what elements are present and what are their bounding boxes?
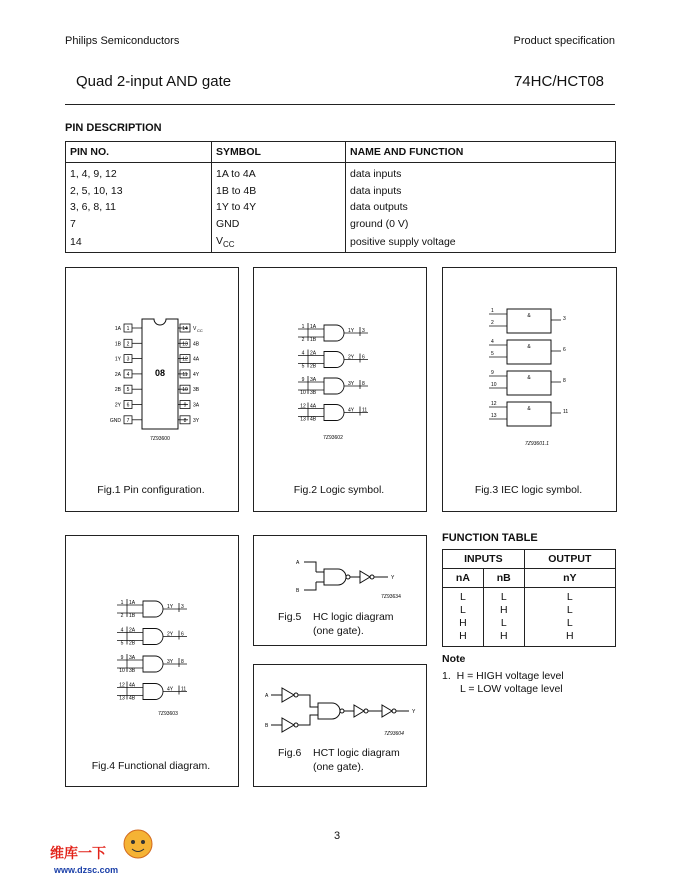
pin-number: 3 [563, 316, 566, 322]
pin-number: 14 [182, 326, 188, 332]
output-label: 1Y [167, 604, 174, 610]
input-label: 4A [129, 682, 136, 689]
fig2-code: 7Z93602 [323, 435, 343, 441]
pin-number: 6 [126, 402, 130, 409]
pin-number: 5 [120, 640, 124, 647]
fig6-wires [298, 695, 318, 725]
input-label: 2A [310, 350, 317, 357]
cell: L [566, 617, 573, 629]
fig4-box [65, 535, 239, 787]
cell: H [499, 630, 508, 642]
fig6-caption-line1: HCT logic diagram [313, 747, 400, 759]
output-label: 3Y [348, 381, 355, 387]
and-gate [324, 352, 344, 368]
pin-number: 12 [182, 356, 188, 363]
pin-number: 13 [182, 341, 188, 348]
fig6-code: 7Z93604 [384, 731, 404, 737]
fig5-nand-gate [316, 569, 346, 585]
pin-label: GND [109, 417, 121, 424]
pin-number: 4 [301, 350, 305, 357]
pin-number: 6 [362, 354, 365, 361]
pin-number: 11 [181, 686, 187, 693]
col-header-nb: nB [483, 569, 524, 588]
input-label: 2B [129, 640, 136, 647]
pin-number: 1 [120, 600, 124, 606]
pin-number: 2 [491, 320, 494, 326]
fig3-box [442, 267, 617, 512]
input-label: 1B [310, 337, 317, 343]
input-label: 3A [310, 377, 317, 383]
cell: H [459, 617, 467, 629]
watermark-url: www.dzsc.com [54, 865, 119, 875]
iec-amp-label: & [527, 344, 531, 350]
pin-number: 1 [126, 326, 130, 332]
pin-label: 2B [114, 387, 121, 394]
mascot-eye-icon [131, 840, 135, 844]
pin-number: 4 [126, 371, 130, 378]
doc-title: Quad 2-input AND gate [76, 73, 232, 90]
cell: L [500, 591, 507, 603]
pin-label: 1Y [114, 356, 121, 363]
output-label: 4Y [348, 407, 355, 414]
cell: L [566, 591, 573, 603]
function-table-column-row [443, 569, 616, 588]
iec-amp-label: & [527, 375, 531, 381]
pin-label: V [193, 326, 197, 332]
pin-number: 3 [181, 604, 184, 610]
input-label: 1A [310, 324, 317, 330]
note-body [442, 670, 564, 696]
fig6-nor-gate [318, 703, 340, 719]
fig6-number: Fig.6 [278, 747, 302, 759]
input-label: 4B [310, 416, 317, 423]
pin-number: 2 [126, 341, 130, 348]
pin-cell: 14 [66, 232, 212, 252]
fig5-number: Fig.5 [278, 611, 302, 623]
pin-number: 12 [119, 682, 125, 689]
pin-number: 4 [491, 339, 494, 345]
pin-number: 5 [491, 351, 494, 357]
nb-column [483, 588, 524, 647]
output-label: 4Y [167, 686, 174, 693]
mascot-eye-icon [141, 840, 145, 844]
cell: L [459, 604, 466, 616]
table-header-row [66, 142, 616, 163]
pin-label: 3Y [193, 417, 200, 424]
input-label: 3B [310, 390, 317, 396]
and-gate [143, 601, 163, 617]
output-label: 3Y [167, 659, 174, 665]
note-line1: H = HIGH voltage level [456, 670, 564, 682]
symbol-cell: GND [212, 216, 346, 233]
logic-symbol-diagram [254, 268, 426, 511]
pin-number: 2 [120, 613, 124, 619]
col-header-na: nA [443, 569, 484, 588]
pin-number: 11 [362, 407, 368, 414]
input-label: 1A [129, 600, 136, 606]
pin-number: 13 [300, 416, 306, 423]
fig1-box [65, 267, 239, 512]
pin-number: 10 [300, 390, 306, 396]
pin-number: 9 [491, 370, 494, 376]
input-label: 1B [129, 613, 136, 619]
pin-number: 3 [126, 356, 130, 363]
pin-label: 4B [193, 341, 200, 348]
note-number: 1. [442, 670, 451, 682]
pin-configuration-diagram [66, 268, 238, 511]
ny-column [524, 588, 615, 647]
fig5-input-wires [304, 562, 316, 590]
output-label: 2Y [167, 631, 174, 638]
fig6-buffer-1 [344, 705, 364, 717]
col-header-pin: PIN NO. [66, 142, 212, 163]
function-cell: positive supply voltage [346, 232, 616, 252]
fig3-code: 7Z93601.1 [525, 441, 549, 447]
fig6-buffer-2 [368, 705, 392, 717]
fig5-output-label: Y [391, 575, 395, 581]
symbol-cell [212, 232, 346, 252]
fig5-code: 7Z93634 [381, 594, 401, 600]
output-label: 2Y [348, 354, 355, 361]
pin-number: 8 [181, 659, 184, 665]
pin-number: 6 [563, 347, 566, 353]
pin-number: 8 [362, 381, 365, 387]
pin-number: 10 [119, 668, 125, 674]
symbol-cell: 1A to 4A [212, 163, 346, 183]
fig1-caption: Fig.1 Pin configuration. [97, 484, 205, 496]
pin-number: 5 [301, 363, 305, 370]
pin-number: 5 [126, 387, 130, 394]
pin-number: 11 [563, 409, 569, 415]
fig6-inverter-b [271, 718, 294, 732]
and-gate [143, 684, 163, 700]
pin-number: 9 [301, 377, 305, 383]
pin-label: 1A [114, 326, 121, 332]
pin-description-table [65, 141, 616, 253]
title-divider [65, 104, 615, 105]
pin-number: 12 [300, 403, 306, 410]
pin-number: 10 [491, 382, 497, 388]
function-table-body [443, 588, 616, 647]
pin-number: 10 [182, 387, 188, 394]
pin-number: 1 [491, 308, 494, 314]
input-label: 3B [129, 668, 136, 674]
watermark-brand: 维库一下 [50, 845, 106, 861]
input-label: 3A [129, 655, 136, 661]
pin-label: 3A [193, 402, 200, 409]
fig4-code: 7Z93603 [158, 711, 178, 717]
pin-number: 4 [120, 627, 124, 634]
pin-cell: 2, 5, 10, 13 [66, 183, 212, 200]
symbol-cell: 1B to 4B [212, 183, 346, 200]
fig5-caption-line2: (one gate). [313, 625, 364, 637]
pin-number: 7 [126, 417, 130, 424]
cell: H [459, 630, 467, 642]
pin-number: 2 [301, 337, 305, 343]
input-label: 2B [310, 363, 317, 370]
output-header: OUTPUT [524, 550, 615, 569]
pin-label: 3B [193, 387, 200, 394]
fig6-inverter-a [271, 688, 294, 702]
fig6-gate-bubble [340, 709, 344, 713]
doc-type: Product specification [513, 35, 615, 47]
part-number: 74HC/HCT08 [513, 73, 604, 90]
symbol-subscript: CC [223, 240, 235, 250]
table-row [66, 183, 616, 200]
pin-number: 9 [120, 655, 124, 661]
pin-number: 9 [183, 402, 187, 409]
pin-label: 2Y [114, 402, 121, 409]
symbol-cell: 1Y to 4Y [212, 199, 346, 216]
col-header-function: NAME AND FUNCTION [346, 142, 616, 163]
function-cell: data inputs [346, 183, 616, 200]
input-label: 4B [129, 695, 136, 702]
pin-label-subscript: CC [197, 328, 203, 333]
fig5-input-b-label: B [296, 588, 300, 594]
pin-cell: 1, 4, 9, 12 [66, 163, 212, 183]
pin-number: 8 [563, 378, 566, 384]
pin-number: 13 [119, 695, 125, 702]
fig2-box [253, 267, 427, 512]
fig3-caption: Fig.3 IEC logic symbol. [474, 484, 583, 496]
function-table-heading: FUNCTION TABLE [442, 532, 538, 544]
pin-cell: 3, 6, 8, 11 [66, 199, 212, 216]
table-row [66, 232, 616, 252]
cell: L [459, 591, 466, 603]
note-heading: Note [442, 653, 466, 665]
table-row [66, 199, 616, 216]
pin-label: 4A [193, 356, 200, 363]
pin-number: 3 [362, 328, 365, 334]
table-row [66, 216, 616, 233]
iec-amp-label: & [527, 406, 531, 412]
and-gate [324, 405, 344, 421]
fig2-caption: Fig.2 Logic symbol. [293, 484, 385, 496]
input-label: 2A [129, 627, 136, 634]
input-label: 4A [310, 403, 317, 410]
and-gate [324, 378, 344, 394]
fig5-caption-line1: HC logic diagram [313, 611, 394, 623]
col-header-ny: nY [524, 569, 615, 588]
function-table-group-row [443, 550, 616, 569]
inputs-header: INPUTS [443, 550, 525, 569]
chip-label: 08 [154, 368, 166, 378]
watermark-graphic [38, 822, 188, 878]
pin-number: 8 [183, 417, 187, 424]
symbol-text: V [216, 235, 224, 248]
pin-number: 6 [181, 631, 184, 638]
pin-number: 11 [182, 371, 188, 378]
page-number: 3 [334, 830, 341, 842]
cell: L [566, 604, 573, 616]
and-gate [143, 629, 163, 645]
watermark-logo [38, 822, 188, 878]
pin-cell: 7 [66, 216, 212, 233]
pin-label: 2A [114, 371, 121, 378]
pin-number: 12 [491, 401, 497, 407]
iec-logic-symbol-diagram [443, 268, 616, 511]
pin-number: 13 [491, 413, 497, 419]
company-name: Philips Semiconductors [65, 35, 180, 47]
pin-number: 1 [301, 324, 305, 330]
na-column [443, 588, 484, 647]
table-row [66, 163, 616, 183]
pin-label: 1B [114, 341, 121, 348]
cell: H [499, 604, 508, 616]
fig6-input-a-label: A [265, 693, 269, 699]
fig4-caption: Fig.4 Functional diagram. [91, 760, 211, 772]
and-gate [324, 325, 344, 341]
pin-label: 4Y [193, 371, 200, 378]
and-gate [143, 656, 163, 672]
cell: L [500, 617, 507, 629]
fig5-nand-bubble [346, 575, 350, 579]
cell: H [566, 630, 574, 642]
functional-diagram [66, 536, 238, 786]
fig5-inverter [350, 571, 370, 583]
note-line2: L = LOW voltage level [460, 683, 563, 695]
fig5-input-a-label: A [296, 560, 300, 566]
fig6-output-label: Y [412, 709, 416, 715]
col-header-symbol: SYMBOL [212, 142, 346, 163]
fig6-input-b-label: B [265, 723, 269, 729]
fig6-caption-line2: (one gate). [313, 761, 364, 773]
mascot-icon [124, 830, 152, 858]
function-cell: ground (0 V) [346, 216, 616, 233]
function-table [442, 549, 616, 647]
pin-description-heading: PIN DESCRIPTION [65, 122, 162, 134]
function-cell: data outputs [346, 199, 616, 216]
fig1-code: 7Z93600 [150, 436, 170, 442]
iec-amp-label: & [527, 313, 531, 319]
output-label: 1Y [348, 328, 355, 334]
function-cell: data inputs [346, 163, 616, 183]
